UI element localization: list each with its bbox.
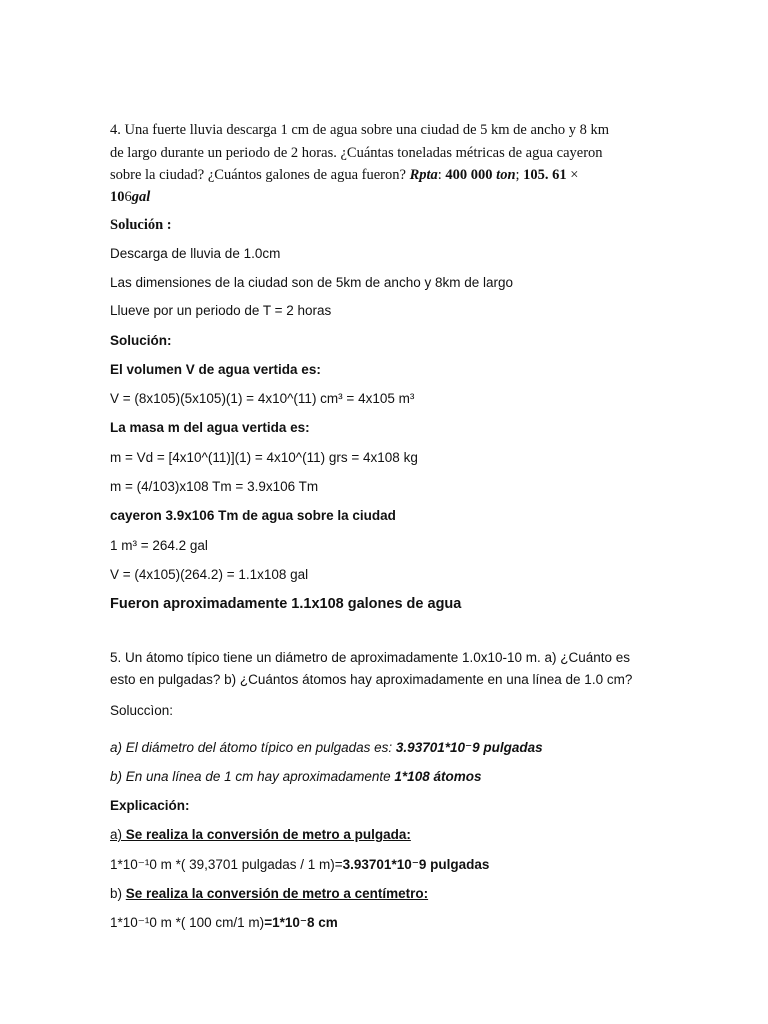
volume-equation: V = (8x105)(5x105)(1) = 4x10^(11) cm³ = 4x105 m³ [110,391,415,406]
answer-tons-value: 400 000 [445,167,497,183]
explanation-heading: Explicación: [110,798,190,813]
problem4-text-line-4 [110,188,150,206]
explanation-a-heading: Se realiza la conversión de metro a pulgada: [122,827,411,842]
times-sign: × [566,167,579,183]
answer-tons-unit: ton [496,167,516,183]
mass-equation-1: m = Vd = [4x10^(11)](1) = 4x10^(11) grs = 4x108 kg [110,450,418,465]
tons-result: cayeron 3.9x106 Tm de agua sobre la ciudad [110,508,396,523]
volume-heading: El volumen V de agua vertida es: [110,362,321,377]
explanation-a-result: 3.93701*10⁻9 pulgadas [342,857,490,872]
problem5-text-line-2: esto en pulgadas? b) ¿Cuántos átomos hay aproximadamente en una línea de 1.0 cm? [110,672,633,687]
rain-period: Llueve por un periodo de T = 2 horas [110,303,332,318]
solution-heading: Solución : [110,217,172,233]
answer-b-text: b) En una línea de 1 cm hay aproximadamente [110,769,395,784]
rain-amount: Descarga de lluvia de 1.0cm [110,246,281,261]
problem4-text-line-3 [110,166,578,184]
solution-heading-2: Solución: [110,333,172,348]
explanation-b-equation [110,914,338,932]
gallon-conversion: 1 m³ = 264.2 gal [110,538,208,553]
answer-power-base: 10 [110,189,125,205]
solucion-heading: Soluccìon: [110,703,174,718]
answer-a [110,739,543,757]
explanation-b-result: =1*10⁻8 cm [264,915,338,930]
mass-equation-2: m = (4/103)x108 Tm = 3.9x106 Tm [110,479,319,494]
answer-power-exp: 6 [124,189,132,205]
answer-b [110,768,481,786]
answer-gallons-value: 105. 61 [523,167,567,183]
volume-gallons-equation: V = (4x105)(264.2) = 1.1x108 gal [110,567,309,582]
explanation-b-prefix: b) [110,886,126,901]
answer-b-value: 1*108 átomos [394,769,482,784]
answer-gallons-unit: gal [131,189,151,205]
explanation-a-prefix: a) [110,827,123,842]
mass-heading: La masa m del agua vertida es: [110,420,310,435]
explanation-b-heading: Se realiza la conversión de metro a centímetro: [125,886,429,901]
answer-a-value: 3.93701*10⁻9 pulgadas [395,740,543,755]
problem4-question: sobre la ciudad? ¿Cuántos galones de agua fueron? [110,167,410,183]
problem5-text-line-1: 5. Un átomo típico tiene un diámetro de aproximadamente 1.0x10-10 m. a) ¿Cuánto es [110,650,631,665]
gallons-result: Fueron aproximadamente 1.1x108 galones de agua [110,596,462,612]
explanation-a-expression: 1*10⁻¹0 m *( 39,3701 pulgadas / 1 m)= [110,857,343,872]
explanation-a-equation [110,856,489,874]
answer-label: Rpta [409,167,438,183]
answer-separator: ; [515,167,524,183]
answer-a-text: a) El diámetro del átomo típico en pulgadas es: [110,740,396,755]
explanation-b-title [110,885,428,903]
problem4-text-line-2: de largo durante un periodo de 2 horas. ¿Cuántas toneladas métricas de agua cayeron [110,145,603,161]
answer-colon: : [437,167,446,183]
city-dimensions: Las dimensiones de la ciudad son de 5km de ancho y 8km de largo [110,275,513,290]
explanation-b-expression: 1*10⁻¹0 m *( 100 cm/1 m) [110,915,265,930]
problem4-text-line-1: 4. Una fuerte lluvia descarga 1 cm de agua sobre una ciudad de 5 km de ancho y 8 km [110,122,610,138]
explanation-a-title [110,826,411,844]
